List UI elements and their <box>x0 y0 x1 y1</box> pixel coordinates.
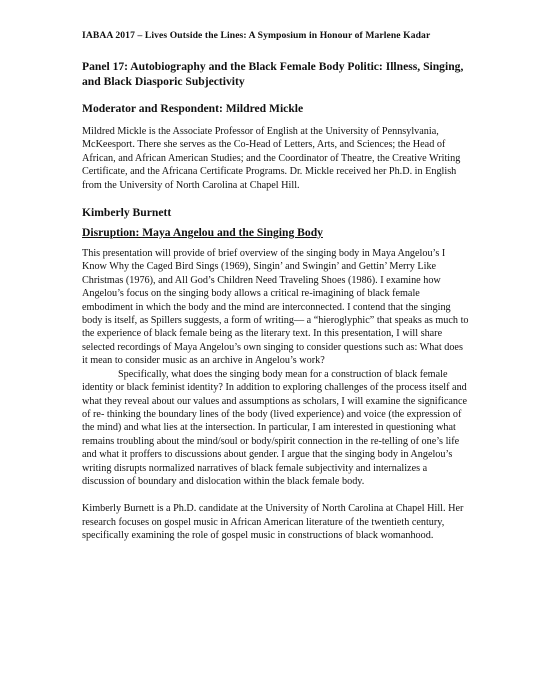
speaker-name: Kimberly Burnett <box>82 206 172 220</box>
presentation-title: Disruption: Maya Angelou and the Singing Body <box>82 226 323 240</box>
running-header: IABAA 2017 – Lives Outside the Lines: A Symposium in Honour of Marlene Kadar <box>82 30 431 41</box>
panel-title: Panel 17: Autobiography and the Black Female Body Politic: Illness, Singing, and Black Diasporic Subjectivity <box>82 60 464 88</box>
moderator-bio: Mildred Mickle is the Associate Professor of English at the University of Pennsylvania, McKeesport. There she serves as the Co-Head of Letters, Arts, and Sciences; the Head of African, and African American Studies; and the Coordinator of Theatre, the Creative Writing Certificate, and the Africana Certificate Programs. Dr. Mickle received her Ph.D. in English from the University of North Carolina at Chapel Hill. <box>82 126 461 191</box>
abstract-paragraph-2: Specifically, what does the singing body mean for a construction of black female identity or black feminist identity? In addition to exploring challenges of the process itself and what they reveal about our values and assumptions as scholars, I will examine the significance of re- thinking the boundary lines of the body (lived experience) and voice (the expression of the mind) and what lies at the intersection. In particular, I am interested in questioning what remains troubling about the mind/soul or body/spirit connection in the re-telling of one’s life and what it proffers to discussions about gender. I argue that the singing body in Angelou’s writing disrupts normalized narratives of black female subjectivity and internalizes a discussion of boundary and dislocation within the black female body. <box>82 368 468 487</box>
moderator-heading: Moderator and Respondent: Mildred Mickle <box>82 102 304 115</box>
speaker-bio: Kimberly Burnett is a Ph.D. candidate at the University of North Carolina at Chapel Hill. Her research focuses on gospel music in African American literature of the twentieth century, specifically examining the role of gospel music in constructions of black womanhood. <box>82 503 464 542</box>
abstract-paragraph-1: This presentation will provide of brief overview of the singing body in Maya Angelou’s I Know Why the Caged Bird Sings (1969), Singin’ and Swingin’ and Gettin’ Merry Like Christmas (1976), and All God’s Children Need Traveling Shoes (1986). I examine how Angelou’s focus on the singing body allows a critical re-imagining of black female embodiment in which the body and the mind are interconnected. I contend that the singing body is itself, as Spillers suggests, a form of writing— a “hieroglyphic” that speaks as much to the experience of black female being as the literary text. In this presentation, I will share selected recordings of Maya Angelou’s own singing to consider questions such as: What does it mean to consider music as an archive in Angelou’s work? <box>82 248 469 367</box>
